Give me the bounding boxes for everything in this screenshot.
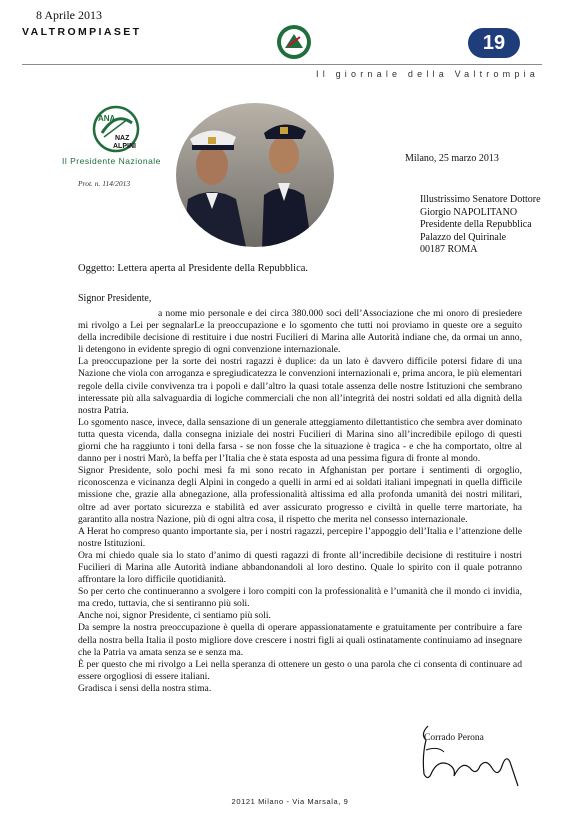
- handwritten-signature: [418, 716, 522, 790]
- body-paragraph: Da sempre la nostra preoccupazione è quella di operare appassionatamente e gratuitamente per contribuire a fare della nostra bella Italia il posto migliore dove crescere i nostri figli ai quali ostinatamente continuiamo ad insegnare che la Patria va amata senza se e senza ma.: [78, 622, 522, 658]
- body-paragraph: A Herat ho compreso quanto importante sia, per i nostri ragazzi, percepire l’appoggio dell’Italia e l’attenzione delle nostre Istituzioni.: [78, 525, 522, 549]
- body-paragraph: So per certo che continueranno a svolgere i loro compiti con la professionalità e l’umanità che il mondo ci invidia, ma credo, tuttavia, che si sentiranno più soli.: [78, 586, 522, 610]
- body-paragraph: Anche noi, signor Presidente, ci sentiamo più soli.: [78, 610, 271, 622]
- logo-text-naz: NAZ: [115, 135, 130, 142]
- recipient-line: 00187 ROMA: [420, 244, 478, 255]
- letter-date: Milano, 25 marzo 2013: [405, 153, 499, 164]
- footer-address: 20121 Milano - Via Marsala, 9: [231, 797, 349, 806]
- recipient-line: Palazzo del Quirinale: [420, 231, 507, 243]
- recipient-line: Illustrissimo Senatore Dottore: [420, 194, 541, 205]
- issue-date: 8 Aprile 2013: [36, 8, 102, 22]
- signatory-name: Corrado Perona: [424, 733, 484, 743]
- letter-body: [78, 308, 522, 695]
- letter-salutation: Signor Presidente,: [78, 293, 152, 304]
- newspaper-tagline: Il giornale della Valtrompia: [316, 69, 539, 79]
- publication-name: VALTROMPIASET: [22, 26, 142, 38]
- ana-logo-icon: [90, 103, 142, 155]
- body-paragraph: Gradisca i sensi della nostra stima.: [78, 682, 212, 694]
- body-paragraph: Ora mi chiedo quale sia lo stato d’animo di questi ragazzi di fronte all’incredibile decisione di restituire i nostri Fucilieri di Marina alle Autorità indiane abbandonandoli al loro destino. Quale lo spirito con il quale potranno affrontare la loro difficile quotidianità.: [78, 549, 522, 586]
- protocol-number: Prot. n. 114/2013: [78, 179, 131, 188]
- recipient-line: Giorgio NAPOLITANO: [420, 206, 518, 218]
- letter-subject: Oggetto: Lettera aperta al Presidente della Repubblica.: [78, 263, 309, 274]
- page-number-badge: 19: [468, 28, 520, 58]
- body-paragraph: Signor Presidente, solo pochi mesi fa mi sono recato in Afghanistan per portare i sentimenti di orgoglio, riconoscenza e vicinanza degli Alpini in congedo a quelli in armi ed ai soldati italiani impegnati in quella difficile missione che, grazie alla abnegazione, alla professionalità altissima ed alla profonda umanità dei nostri militari, oltre ad aver portato sicurezza e stabilità ed aver assicurato progresso e civiltà in quelle terre martoriate, ha garantito alla nostra Nazione, più di ogni altra cosa, il rispetto che merita nel consesso internazionale.: [78, 465, 522, 525]
- header-divider: [22, 64, 542, 65]
- body-paragraph: a nome mio personale e dei circa 380.000 soci dell’Associazione che mi onoro di presiedere mi rivolgo a Lei per segnalarLe la preoccupazione e lo sgomento che tutti noi proviamo in queste ore a seguito della incredibile decisione di restituire i due nostri Fucilieri di Marina alle Autorità indiane che, da ormai un anno, li detengono in evidente spregio di ogni convenzione internazionale.: [78, 308, 522, 356]
- recipient-line: Presidente della Repubblica: [420, 219, 532, 230]
- logo-text-alpini: ALPINI: [113, 143, 136, 150]
- body-paragraph: Lo sgomento nasce, invece, dalla sensazione di un generale atteggiamento dilettantistico che sembra aver dominato tutta questa vicenda, dalla consegna iniziale dei nostri Fucilieri di Marina sino all’incredibile epilogo di questi giorni che ha raggiunto i toni della farsa - se non fosse che la situazione è tragica - e che ha comportato, oltre al danno per i nostri Marò, la beffa per l’Italia che è stata esposta ad una pessima figura di fronte al mondo.: [78, 416, 522, 465]
- recipient-address: [420, 194, 541, 257]
- body-paragraph: La preoccupazione per la sorte dei nostri ragazzi è duplice: da un lato è davvero difficile potersi fidare di una Nazione che viola con arroganza e spregiudicatezza le convenzioni internazionali e, prima ancora, le più elementari regole della civile convivenza tra i popoli e dall’altro la quasi totale assenza delle nostre Istituzioni che sembrano interessate più alla salvaguardia di logiche commerciali che non all’integrità dei nostri soldati ed alla dignità della nostra Patria.: [78, 356, 522, 416]
- body-paragraph: È per questo che mi rivolgo a Lei nella speranza di ottenere un gesto o una parola che ci consenta di continuare ad essere orgogliosi di essere italiani.: [78, 658, 522, 682]
- ana-emblem-icon: [276, 24, 312, 60]
- letterhead-title: Il Presidente Nazionale: [62, 156, 161, 166]
- marines-photo: [176, 103, 334, 247]
- logo-text-ana: ANA: [98, 114, 116, 123]
